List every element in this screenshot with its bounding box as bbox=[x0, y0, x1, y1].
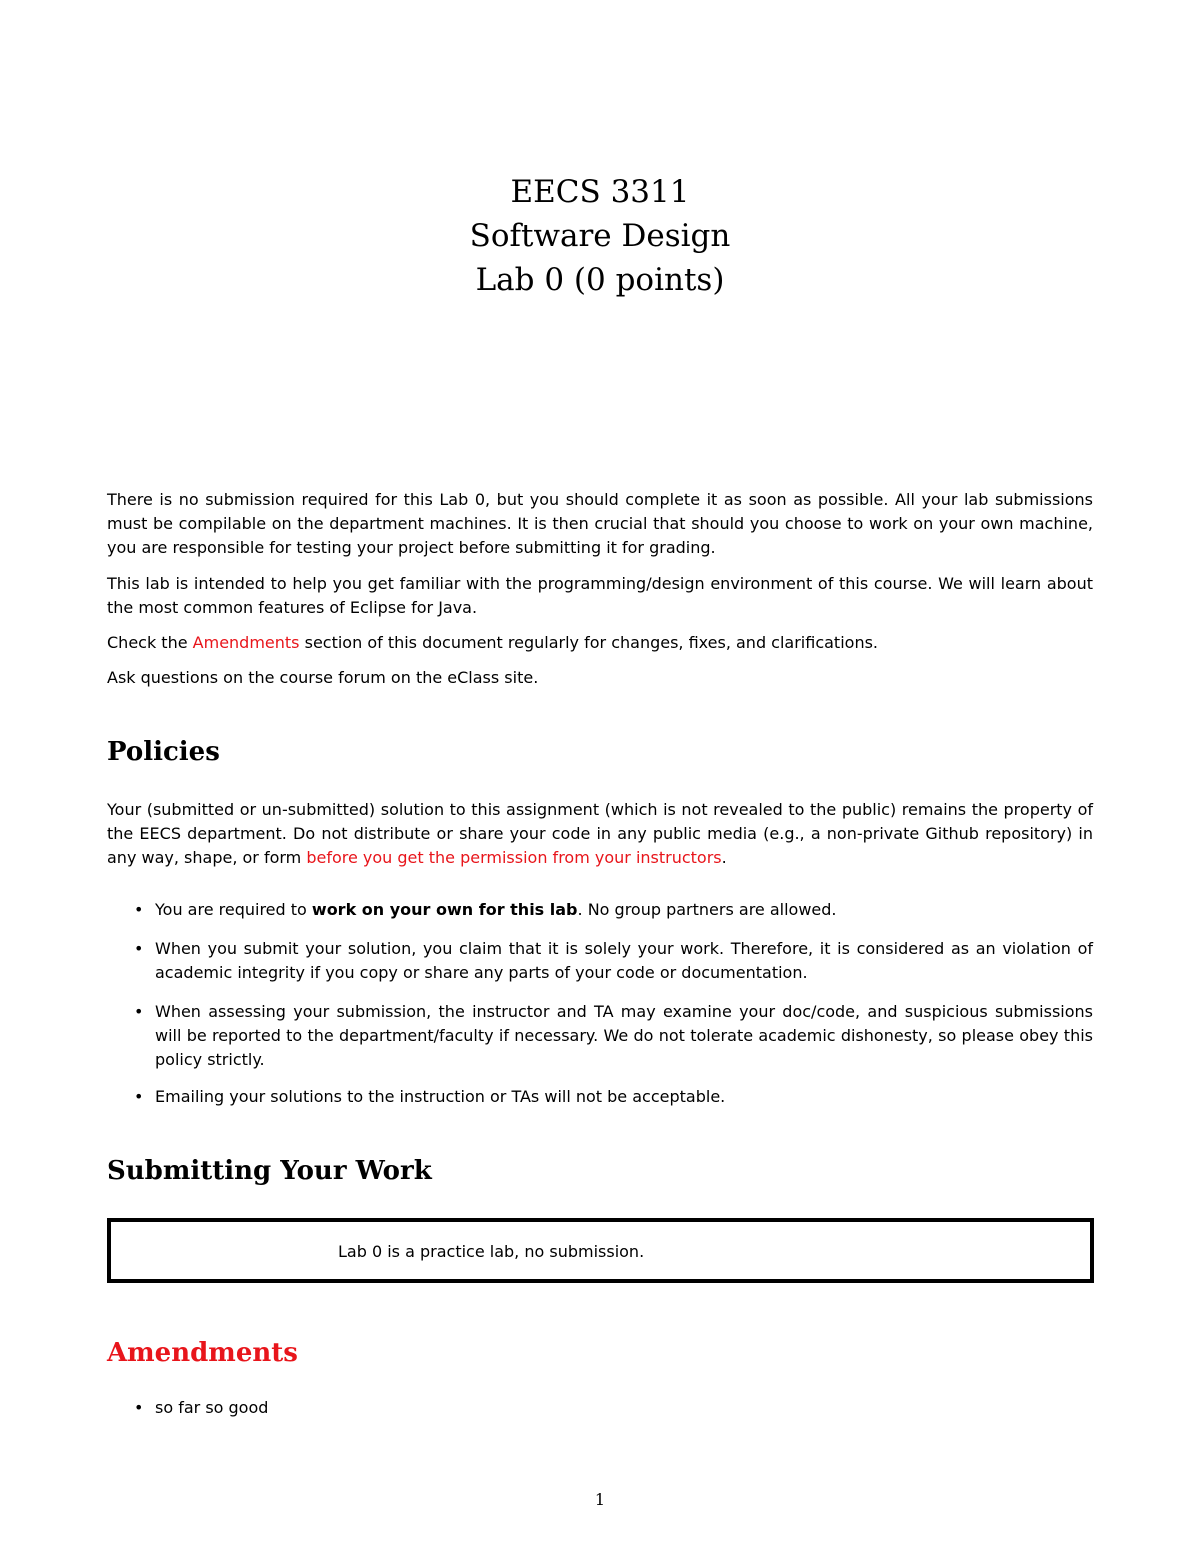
bullet-icon: • bbox=[134, 1002, 144, 1021]
policies-paragraph bbox=[107, 798, 1093, 870]
policies-permission-note: before you get the permission from your instructors bbox=[306, 848, 722, 867]
policies-list-3 bbox=[107, 1000, 1093, 1072]
intro-paragraph-2: This lab is intended to help you get familiar with the programming/design environment of this course. We will learn about the most common features of Eclipse for Java. bbox=[107, 574, 1093, 617]
intro-paragraph-3-end: section of this document regularly for changes, fixes, and clarifications. bbox=[299, 633, 878, 652]
amendments-list bbox=[107, 1396, 1093, 1420]
submission-notice-box bbox=[107, 1218, 1094, 1283]
list-item bbox=[107, 898, 1093, 922]
intro-paragraph-3 bbox=[107, 631, 1093, 655]
page-number: 1 bbox=[594, 1490, 606, 1509]
amendments-link[interactable]: Amendments bbox=[192, 633, 300, 652]
bullet-icon: • bbox=[134, 1398, 144, 1417]
submitting-heading: Submitting Your Work bbox=[107, 1156, 432, 1186]
submission-notice-text: Lab 0 is a practice lab, no submission. bbox=[338, 1242, 645, 1261]
intro-paragraph-4: Ask questions on the course forum on the eClass site. bbox=[107, 668, 539, 687]
intro-paragraph-1: There is no submission required for this Lab 0, but you should complete it as soon as possible. All your lab submissions must be compilable on the department machines. It is then crucial that should you choose to work on your own machine, you are responsible for testing your project before submitting it for grading. bbox=[107, 490, 1093, 557]
list-item bbox=[107, 1085, 1093, 1109]
intro-paragraph-3-start: Check the bbox=[107, 633, 193, 652]
list-item bbox=[107, 1000, 1093, 1072]
policy-3-text: When assessing your submission, the instructor and TA may examine your doc/code, and suspicious submissions will be reported to the department/faculty if necessary. We do not tolerate academic dishonesty, so please obey this policy strictly. bbox=[155, 1002, 1093, 1069]
lab-title: Lab 0 (0 points) bbox=[475, 262, 725, 298]
course-name: Software Design bbox=[469, 218, 731, 254]
policies-paragraph-end: . bbox=[721, 848, 727, 867]
amendments-heading: Amendments bbox=[107, 1338, 298, 1368]
list-item bbox=[107, 937, 1093, 985]
bullet-icon: • bbox=[134, 939, 144, 958]
policies-paragraph-start: Your (submitted or un-submitted) solution to this assignment (which is not revealed to the public) remains the property of the EECS department. Do not distribute or share your code in any public media (e.g., a non-private Github repository) in any way, shape, or form bbox=[107, 800, 1093, 867]
policy-2-text: When you submit your solution, you claim that it is solely your work. Therefore, it is considered as an violation of academic integrity if you copy or share any parts of your code or documentation. bbox=[155, 939, 1093, 982]
policies-list-2 bbox=[107, 937, 1093, 985]
policies-list-4 bbox=[107, 1085, 1093, 1109]
bullet-icon: • bbox=[134, 900, 144, 919]
list-item bbox=[107, 1396, 1093, 1420]
bullet-icon: • bbox=[134, 1087, 144, 1106]
title-block bbox=[0, 170, 1200, 302]
policy-4-text: Emailing your solutions to the instruction or TAs will not be acceptable. bbox=[155, 1087, 726, 1106]
policy-1-end: . No group partners are allowed. bbox=[577, 900, 837, 919]
amendment-item: so far so good bbox=[155, 1398, 269, 1417]
course-code: EECS 3311 bbox=[510, 174, 690, 210]
policies-list bbox=[107, 898, 1093, 922]
policy-1-start: You are required to bbox=[155, 900, 312, 919]
policy-1-emphasis: work on your own for this lab bbox=[311, 900, 578, 919]
policies-heading: Policies bbox=[107, 737, 220, 767]
